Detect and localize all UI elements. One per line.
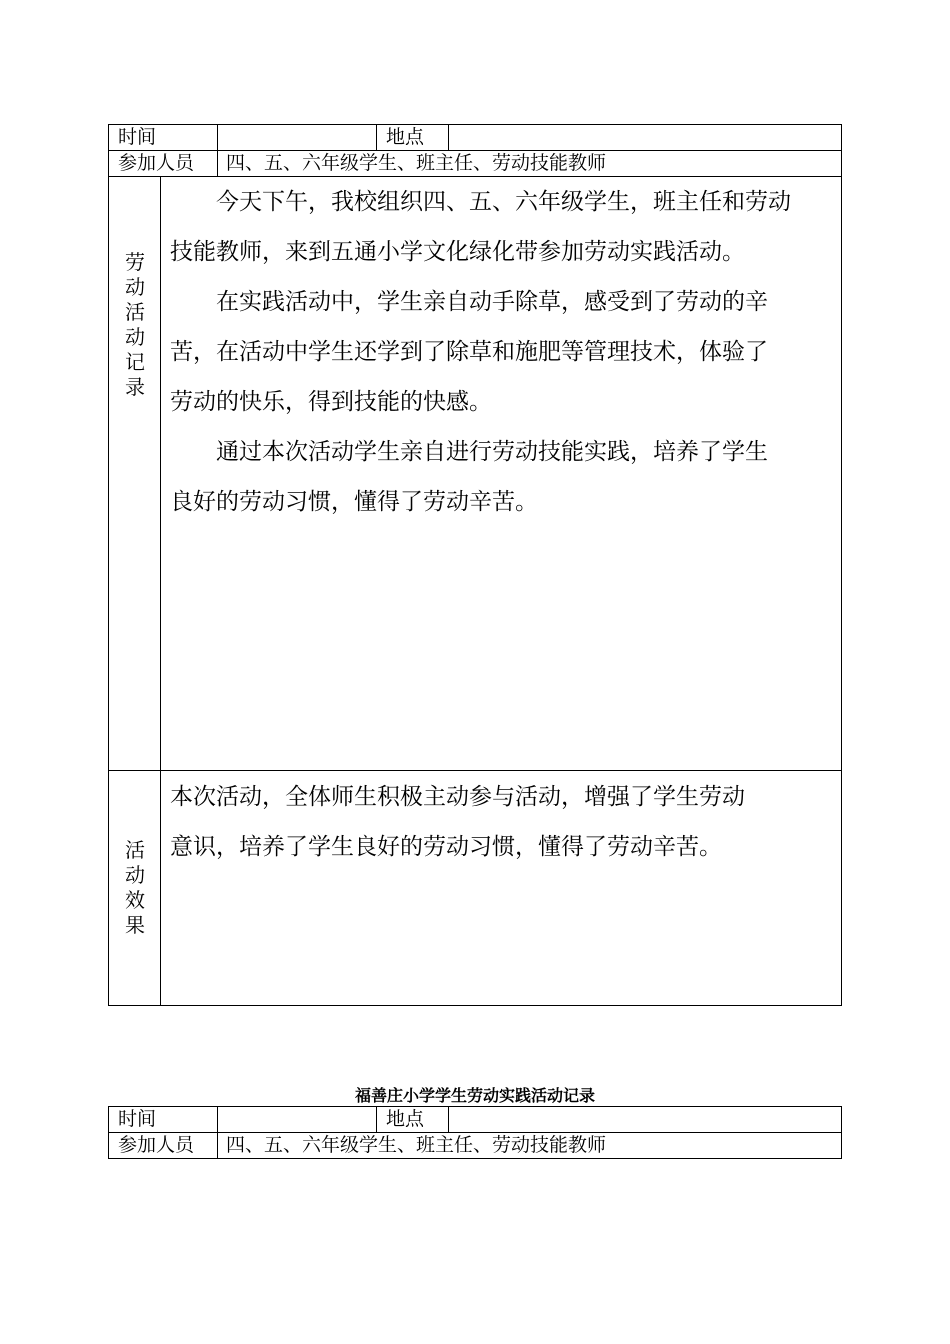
activity-record-line: 通过本次活动学生亲自进行劳动技能实践，培养了学生 — [170, 439, 768, 465]
activity-record-line: 劳动的快乐，得到技能的快感。 — [170, 389, 492, 415]
activity-record-line: 良好的劳动习惯，懂得了劳动辛苦。 — [170, 489, 538, 515]
page-title: 福善庄小学学生劳动实践活动记录 — [354, 1086, 595, 1105]
activity-record-line: 今天下午，我校组织四、五、六年级学生，班主任和劳动 — [170, 189, 791, 215]
activity-effect-line: 本次活动，全体师生积极主动参与活动，增强了学生劳动 — [170, 784, 745, 810]
activity-record-label: 劳动活动记录 — [125, 250, 145, 399]
place-label: 地点 — [386, 126, 425, 148]
participants-value: 四、五、六年级学生、班主任、劳动技能教师 — [226, 1134, 607, 1156]
activity-record-line: 技能教师，来到五通小学文化绿化带参加劳动实践活动。 — [170, 239, 745, 265]
place-label: 地点 — [386, 1108, 425, 1130]
time-label: 时间 — [118, 126, 157, 148]
activity-effect-label: 活动效果 — [125, 838, 145, 937]
participants-label: 参加人员 — [118, 152, 195, 174]
time-label: 时间 — [118, 1108, 157, 1130]
participants-value: 四、五、六年级学生、班主任、劳动技能教师 — [226, 152, 607, 174]
activity-effect-line: 意识，培养了学生良好的劳动习惯，懂得了劳动辛苦。 — [170, 834, 722, 860]
activity-record-line: 苦，在活动中学生还学到了除草和施肥等管理技术，体验了 — [170, 339, 768, 365]
activity-record-line: 在实践活动中，学生亲自动手除草，感受到了劳动的辛 — [170, 289, 768, 315]
participants-label: 参加人员 — [118, 1134, 195, 1156]
